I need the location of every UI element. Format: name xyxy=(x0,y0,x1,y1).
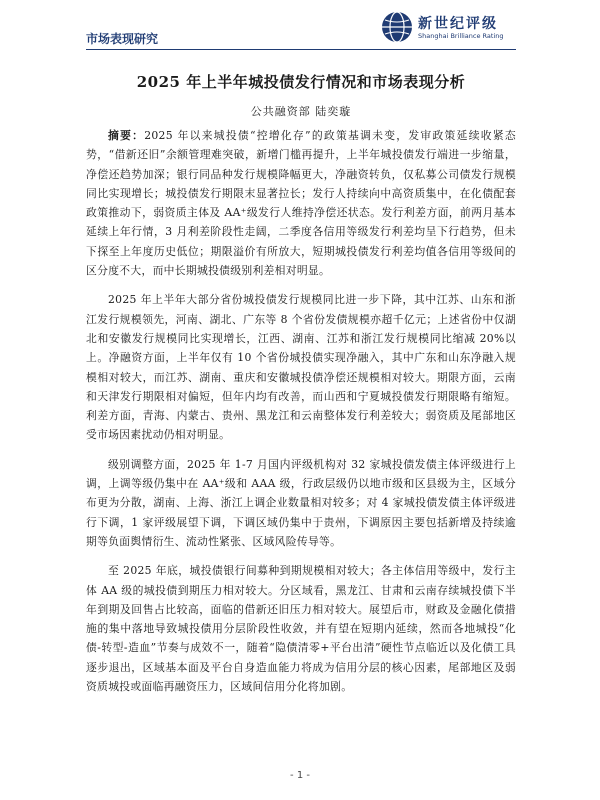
page-header xyxy=(0,0,600,52)
body-paragraph-1: 2025 年上半年大部分省份城投债发行规模同比进一步下降，其中江苏、山东和浙江发行规模领先，河南、湖北、广东等 8 个省份发债规模亦超千亿元；上述省份中仅湖北和安徽发行规模同比实现增长，江西、湖南、江苏和浙江发行规模同比缩减 20%以上。净融资方面，上半年仅有 10 个省份城投债实现净融入，其中广东和山东净融入规模相对较大，而江苏、湖南、重庆和安徽城投债净偿还规模相对较大。期限方面，云南和天津发行期限相对偏短，但年内均有改善，而山西和宁夏城投债发行期限略有缩短。利差方面，青海、内蒙古、贵州、黑龙江和云南整体发行利差较大；弱资质及尾部地区受市场因素扰动仍相对明显。 xyxy=(86,293,516,442)
abstract-paragraph xyxy=(86,126,516,280)
document-title: 2025 年上半年城投债发行情况和市场表现分析 xyxy=(136,73,466,91)
page-number: - 1 - xyxy=(290,770,310,781)
body-paragraph-3: 至 2025 年底，城投债银行间募种到期规模相对较大；各主体信用等级中，发行主体 AA 级的城投债到期压力相对较大。分区域看，黑龙江、甘肃和云南存续城投债下半年到期及回售占比较高，面临的借新还旧压力相对较大。展望后市，财政及金融化债措施的集中落地导致城投债用分层阶段性收敛，并有望在短期内延续，然而各地城投“化债-转型-造血”节奏与成效不一，随着“隐债清零+平台出清”硬性节点临近以及化债工具逐步退出，区域基本面及平台自身造血能力将成为信用分层的核心因素，尾部地区及弱资质城投或面临再融资压力，区域间信用分化将加剧。 xyxy=(86,564,516,694)
abstract-text: 2025 年以来城投债“控增化存”的政策基调未变，发审政策延续收紧态势，“借新还旧”余额管理难突破，新增门槛再提升，上半年城投债发行端进一步缩量，净偿还趋势加深；银行同品种发行规模降幅更大，净融资转负，仅私募公司债发行规模同比实现增长；城投债发行期限末显著拉长；发行人持续向中高资质集中，在化债配套政策推动下，弱资质主体及 AA⁺级发行人维持净偿还状态。发行利差方面，前两月基本延续上年行情，3 月利差阶段性走阔，二季度各信用等级发行利差均呈下行趋势，但未下探至上年度历史低位；期限溢价有所放大，短期城投债发行利差均值各信用等级间的区分度不大，而中长期城投债级别利差相对明显。 xyxy=(86,129,516,278)
header-divider xyxy=(86,49,516,50)
globe-logo-icon xyxy=(380,10,414,44)
body-paragraph-2: 级别调整方面，2025 年 1-7 月国内评级机构对 32 家城投债发债主体评级进行上调，上调等级仍集中在 AA⁺级和 AAA 级，行政层级仍以地市级和区县级为主，区域分布更为分散，湖南、上海、浙江上调企业数量相对较多；对 4 家城投债发债主体评级进行下调，1 家评级展望下调，下调区域仍集中于贵州，下调原因主要包括新增及持续逾期等负面舆情衍生、流动性紧张、区域风险传导等。 xyxy=(86,457,516,548)
abstract-label: 摘要： xyxy=(108,129,145,142)
document-body xyxy=(86,126,516,706)
author-line: 公共融资部 陆奕璇 xyxy=(250,105,352,118)
brand-logo xyxy=(380,10,530,44)
logo-english-name: Shanghai Brilliance Rating xyxy=(418,32,504,40)
logo-chinese-name: 新世纪评级 xyxy=(418,16,498,32)
section-label: 市场表现研究 xyxy=(86,32,159,46)
